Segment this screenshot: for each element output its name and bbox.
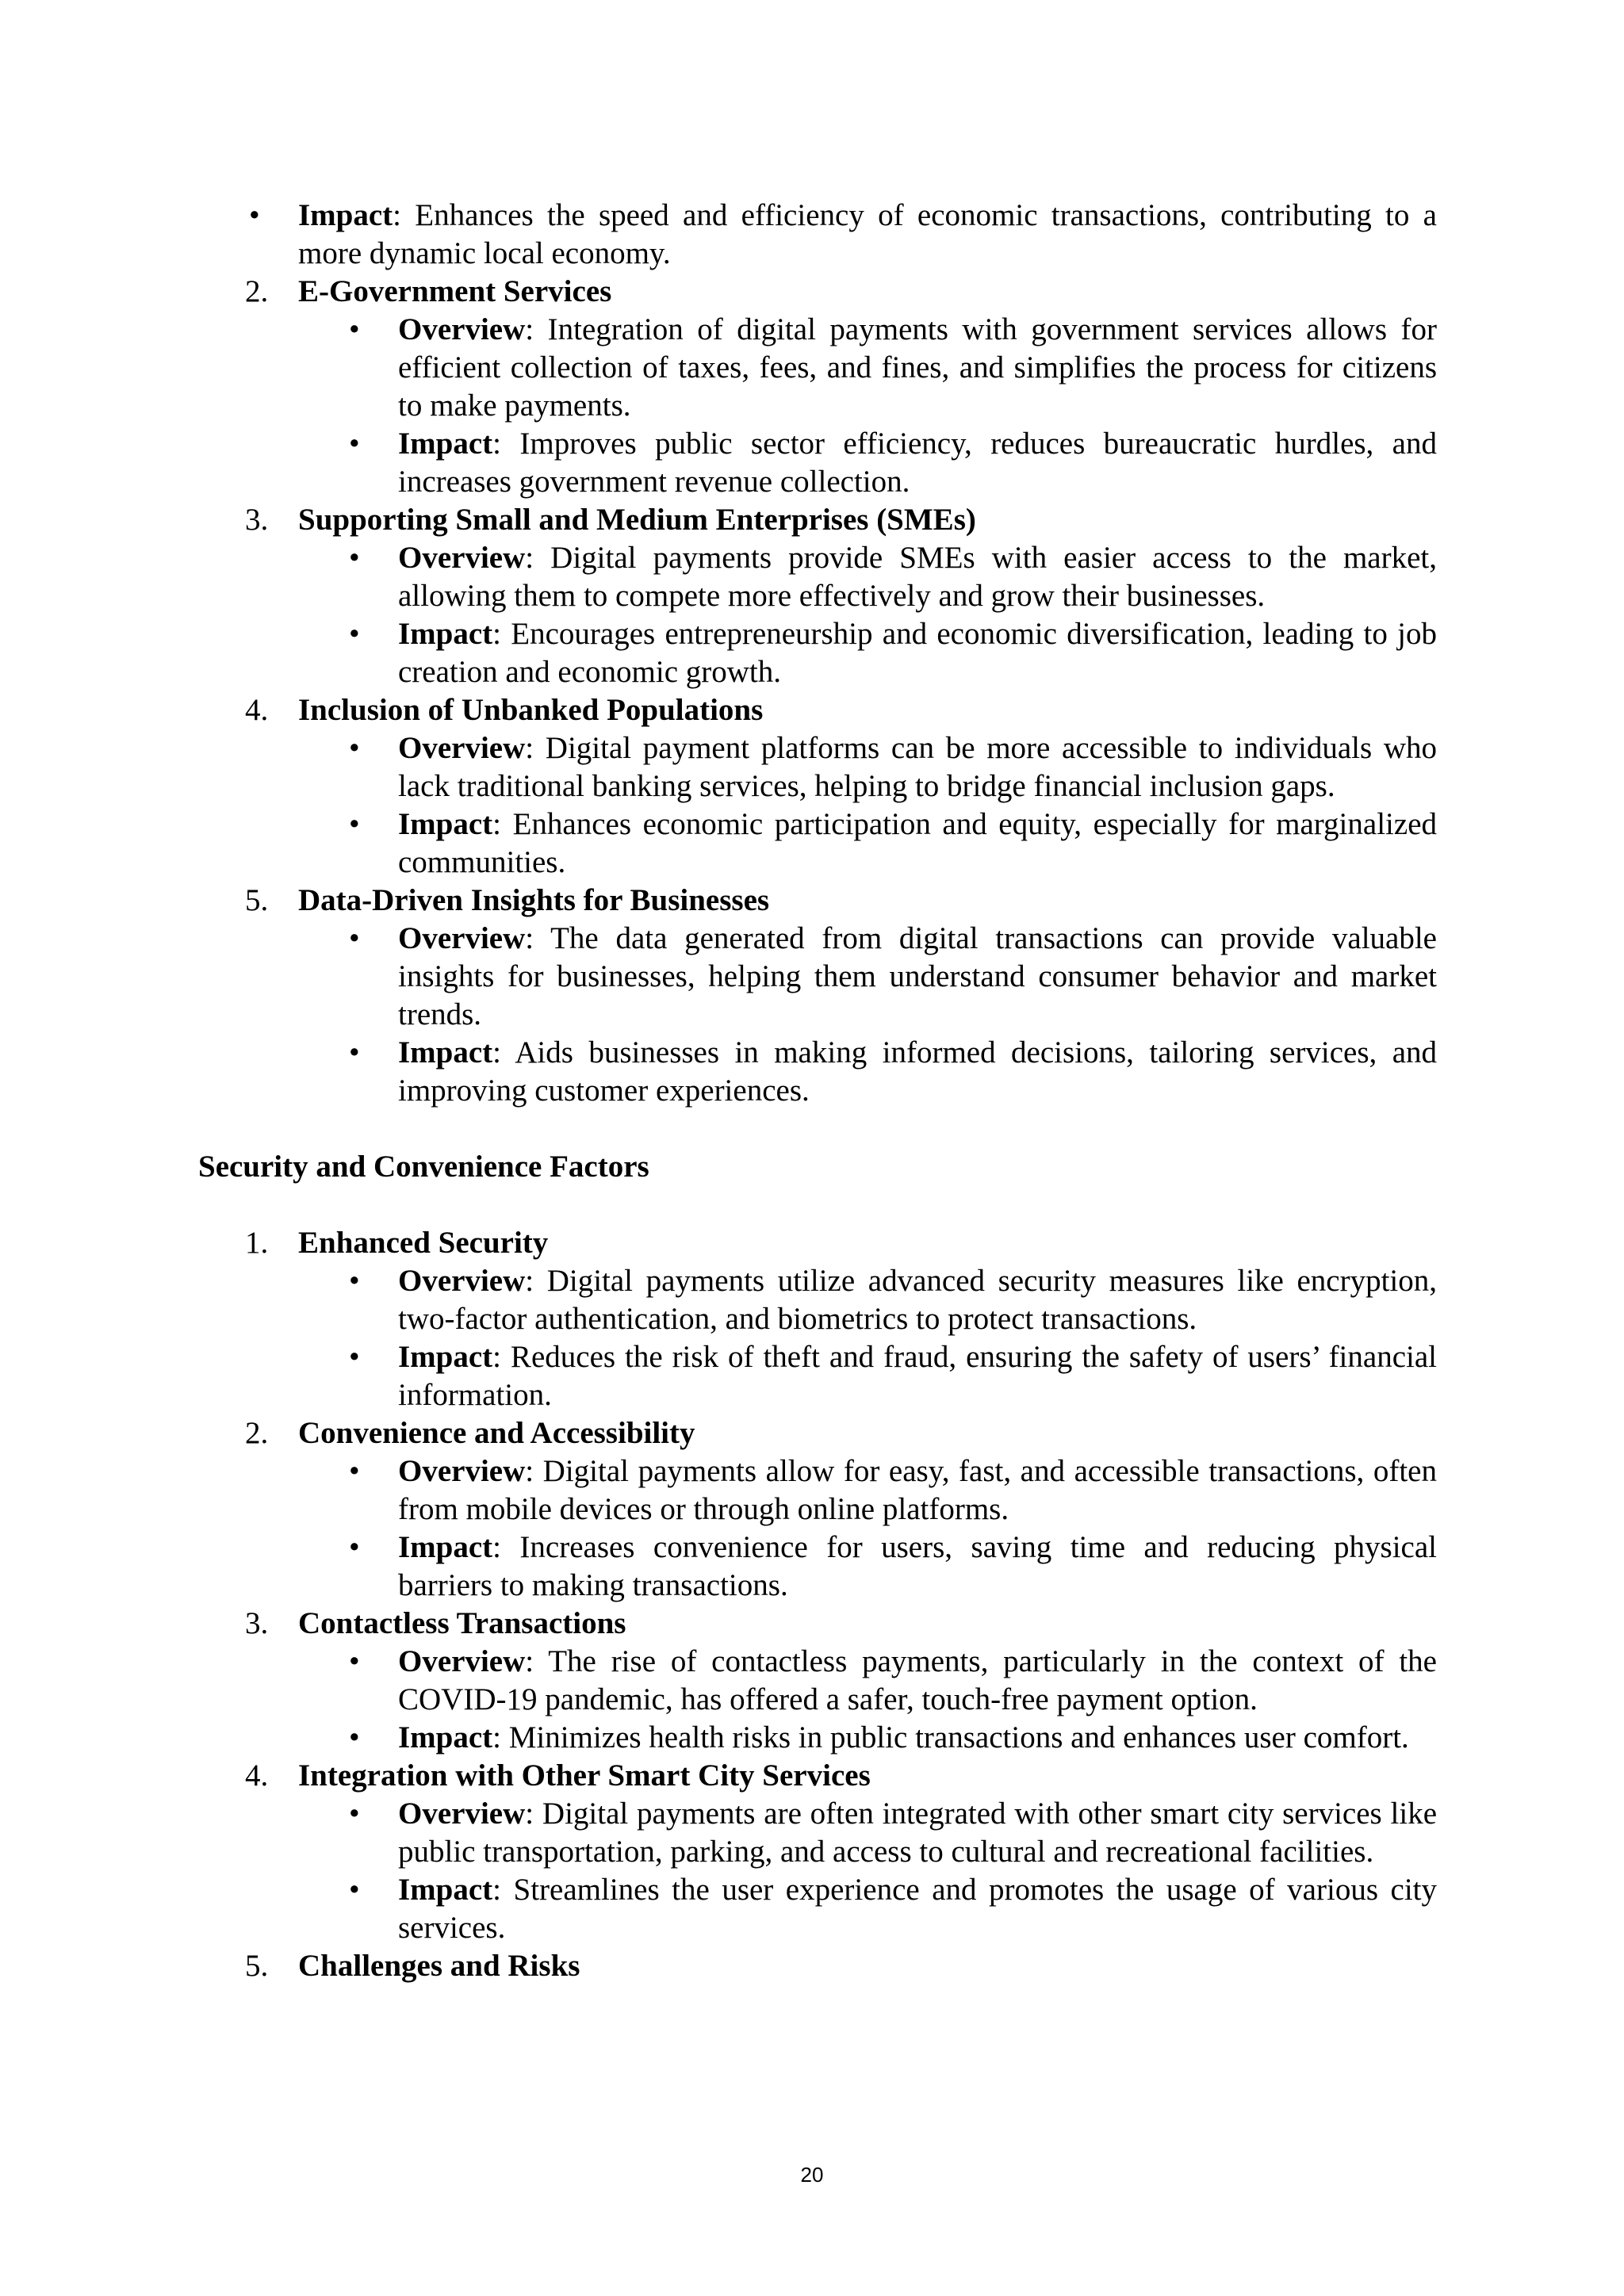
bullet-list bbox=[298, 1643, 1437, 1757]
item-title: Contactless Transactions bbox=[298, 1606, 626, 1640]
bullet-item bbox=[398, 1529, 1437, 1605]
bullet-text: : The rise of contactless payments, particularly in the context of the COVID-19 pandemic, has offered a safer, touch-free payment option. bbox=[398, 1644, 1437, 1716]
bullet-list bbox=[298, 1795, 1437, 1947]
list-item bbox=[198, 691, 1437, 882]
item-number: 1. bbox=[245, 1226, 269, 1260]
bullet-label: Overview bbox=[398, 1797, 526, 1831]
bullet-label: Impact bbox=[398, 807, 493, 841]
bullet-text: : Minimizes health risks in public transactions and enhances user comfort. bbox=[492, 1720, 1409, 1755]
list-item bbox=[198, 882, 1437, 1110]
item-title: Integration with Other Smart City Services bbox=[298, 1758, 871, 1793]
bullet-label: Overview bbox=[398, 312, 526, 346]
section-heading: Security and Convenience Factors bbox=[198, 1150, 649, 1184]
item-number: 5. bbox=[245, 883, 269, 917]
bullet-label: Impact bbox=[398, 1530, 493, 1564]
bullet-label: Impact bbox=[398, 1035, 493, 1070]
item-title: E-Government Services bbox=[298, 274, 612, 308]
bullet-label: Impact bbox=[398, 1340, 493, 1374]
bullet-text: : Encourages entrepreneurship and economic diversification, leading to job creation and economic growth. bbox=[398, 617, 1437, 689]
bullet-item bbox=[398, 1034, 1437, 1110]
bullet-item bbox=[398, 1643, 1437, 1719]
bullet-item bbox=[398, 920, 1437, 1034]
bullet-text: : Digital payments are often integrated with other smart city services like public transportation, parking, and access to cultural and recreational facilities. bbox=[398, 1797, 1437, 1869]
bullet-text: : Enhances the speed and efficiency of economic transactions, contributing to a more dynamic local economy. bbox=[298, 198, 1437, 270]
list-item bbox=[198, 501, 1437, 691]
bullet-text: : Enhances economic participation and equity, especially for marginalized communities. bbox=[398, 807, 1437, 879]
bullet-item bbox=[398, 1452, 1437, 1529]
bullet-label: Impact bbox=[398, 1720, 493, 1755]
bullet-item bbox=[398, 615, 1437, 691]
item-number: 3. bbox=[245, 1606, 269, 1640]
bullet-text: : Digital payments utilize advanced security measures like encryption, two-factor authentication, and biometrics to protect transactions. bbox=[398, 1264, 1437, 1336]
bullet-text: : The data generated from digital transactions can provide valuable insights for businesses, helping them understand consumer behavior and market trends. bbox=[398, 921, 1437, 1031]
bullet-text: : Aids businesses in making informed decisions, tailoring services, and improving customer experiences. bbox=[398, 1035, 1437, 1108]
item-number: 4. bbox=[245, 1758, 269, 1793]
bullet-text: : Digital payments allow for easy, fast, and accessible transactions, often from mobile devices or through online platforms. bbox=[398, 1454, 1437, 1526]
bullet-item bbox=[398, 1871, 1437, 1947]
bullet-text: : Digital payment platforms can be more accessible to individuals who lack traditional banking services, helping to bridge financial inclusion gaps. bbox=[398, 731, 1437, 803]
item-title: Inclusion of Unbanked Populations bbox=[298, 693, 764, 727]
item-title: Supporting Small and Medium Enterprises (SMEs) bbox=[298, 503, 976, 537]
bullet-label: Impact bbox=[398, 427, 493, 461]
bullet-list bbox=[298, 539, 1437, 691]
bullet-text: : Streamlines the user experience and promotes the usage of various city services. bbox=[398, 1873, 1437, 1945]
bullet-label: Impact bbox=[398, 617, 493, 651]
section2-list bbox=[198, 1224, 1437, 1985]
item-number: 2. bbox=[245, 274, 269, 308]
item-number: 4. bbox=[245, 693, 269, 727]
top-bullet-list bbox=[198, 197, 1437, 273]
list-item bbox=[198, 1224, 1437, 1414]
item-title: Enhanced Security bbox=[298, 1226, 549, 1260]
item-number: 5. bbox=[245, 1949, 269, 1983]
bullet-text: : Improves public sector efficiency, reduces bureaucratic hurdles, and increases government revenue collection. bbox=[398, 427, 1437, 499]
bullet-label: Overview bbox=[398, 1264, 526, 1298]
bullet-label: Impact bbox=[298, 198, 393, 232]
bullet-item bbox=[398, 806, 1437, 882]
bullet-label: Overview bbox=[398, 1454, 526, 1488]
bullet-item bbox=[398, 425, 1437, 501]
list-item bbox=[198, 273, 1437, 501]
bullet-item bbox=[398, 539, 1437, 615]
section1-list bbox=[198, 273, 1437, 1110]
list-item bbox=[198, 1605, 1437, 1757]
bullet-text: : Increases convenience for users, saving time and reducing physical barriers to making transactions. bbox=[398, 1530, 1437, 1602]
bullet-item bbox=[298, 197, 1437, 273]
list-item bbox=[198, 1947, 1437, 1985]
list-item bbox=[198, 1414, 1437, 1605]
bullet-list bbox=[298, 1262, 1437, 1414]
bullet-list bbox=[298, 311, 1437, 501]
bullet-label: Overview bbox=[398, 1644, 526, 1678]
bullet-text: : Reduces the risk of theft and fraud, ensuring the safety of users’ financial information. bbox=[398, 1340, 1437, 1412]
bullet-item bbox=[398, 1338, 1437, 1414]
bullet-item bbox=[398, 311, 1437, 425]
item-title: Convenience and Accessibility bbox=[298, 1416, 695, 1450]
bullet-list bbox=[298, 920, 1437, 1110]
list-item bbox=[198, 1757, 1437, 1947]
page-number: 20 bbox=[800, 2163, 824, 2187]
bullet-label: Impact bbox=[398, 1873, 493, 1907]
bullet-item bbox=[398, 1719, 1437, 1757]
item-title: Challenges and Risks bbox=[298, 1949, 580, 1983]
bullet-label: Overview bbox=[398, 921, 526, 955]
item-number: 2. bbox=[245, 1416, 269, 1450]
item-title: Data-Driven Insights for Businesses bbox=[298, 883, 770, 917]
bullet-item bbox=[398, 729, 1437, 806]
bullet-label: Overview bbox=[398, 731, 526, 765]
bullet-text: : Digital payments provide SMEs with easier access to the market, allowing them to compete more effectively and grow their businesses. bbox=[398, 541, 1437, 613]
item-number: 3. bbox=[245, 503, 269, 537]
bullet-list bbox=[298, 729, 1437, 882]
bullet-text: : Integration of digital payments with government services allows for efficient collection of taxes, fees, and fines, and simplifies the process for citizens to make payments. bbox=[398, 312, 1437, 423]
page-content bbox=[198, 197, 1437, 1985]
bullet-item bbox=[398, 1262, 1437, 1338]
bullet-list bbox=[298, 1452, 1437, 1605]
bullet-item bbox=[398, 1795, 1437, 1871]
bullet-label: Overview bbox=[398, 541, 526, 575]
